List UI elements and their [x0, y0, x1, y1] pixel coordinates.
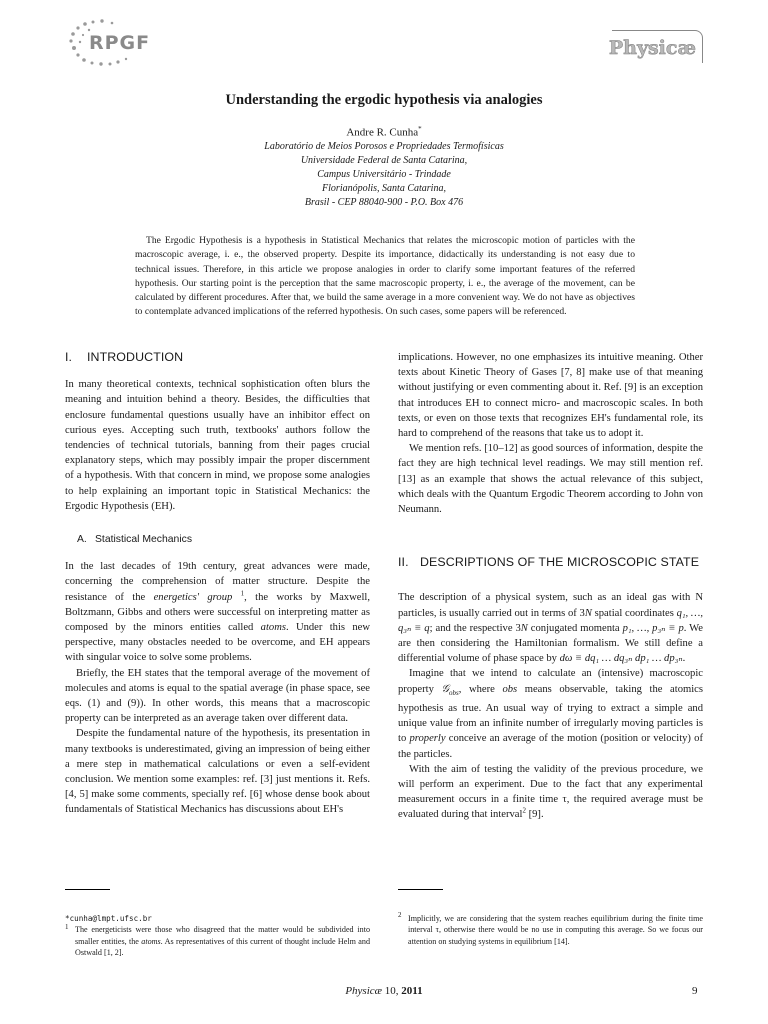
author-name	[0, 125, 768, 139]
intro-refs-paragraph: We mention refs. [10–12] as good sources of information, despite the fact they are high technical level readings. We may still mention ref. [13] as an example that shows the actual relevance of this subject, which deals with the Quantum Ergodic Theorem according to John von Neumann.	[398, 443, 703, 516]
text-run: The energeticists were those who disagreed that the matter would be subdivided into smaller entities, the	[75, 925, 370, 946]
math-var: N	[584, 607, 592, 619]
author-email: *cunha@lmpt.ufsc.br	[65, 914, 152, 923]
stat-mech-paragraph-1	[65, 559, 370, 665]
micro-paragraph-3	[398, 762, 703, 823]
affiliation-line: Campus Universitário - Trindade	[317, 169, 451, 180]
intro-continued-paragraph: implications. However, no one emphasizes its intuitive meaning. Other texts about Kinetic Theory of Gases [7, 8] make use of that meaning without justifying or even commenting about it. Ref. [9] is an exception that introduces EH to connect micro- and macroscopic scales. In both texts, or even on those texts that recognizes EH's fundamental role, its hard to comprehend of the reasons that take us to adopt it.	[398, 352, 703, 440]
page-footer	[0, 985, 768, 997]
footnotes-right	[398, 913, 703, 947]
footer-volume: 10,	[384, 985, 399, 997]
text-run: spatial coordinates	[591, 607, 677, 619]
emphasis: atoms	[260, 622, 286, 634]
affiliation-line: Laboratório de Meios Porosos e Propriedades Termofísicas	[264, 141, 504, 152]
math-inline: p₁, …, p₃ₙ ≡ p	[622, 622, 684, 634]
journal-name: Physicæ	[608, 37, 696, 59]
micro-paragraph-2	[398, 666, 703, 761]
abstract: The Ergodic Hypothesis is a hypothesis in Statistical Mechanics that relates the microscopic motion of particles with the macroscopic average, i. e., the observed property. Despite its importance, didactically its understanding is not easy due to technical issues. Therefore, in this article we propose analogies in order to clarify some important features of the referred hypothesis. Our starting point is the perception that the same macroscopic property, i. e., the average of the movement, can be calculated by different procedures. After that, we build the same average in a more convenient way. We do not have as objectives to contemplate advanced implications of the referred hypothesis. On such cases, some papers will be referenced.	[135, 235, 635, 318]
section-heading-introduction	[65, 350, 370, 365]
section-title: INTRODUCTION	[87, 350, 184, 364]
subsection-heading-statistical-mechanics	[65, 532, 370, 547]
author-mark: *	[418, 125, 422, 133]
math-inline: dω ≡ dq₁ … dq₃ₙ dp₁ … dp₃ₙ	[559, 653, 683, 665]
footnotes-left	[65, 913, 370, 958]
text-run: conjugated momenta	[527, 622, 623, 634]
emphasis: obs	[502, 683, 518, 695]
text-run: . Under this new perspective, many obstacles needed to be overcome, and EH appears with singular voice to solve some problems.	[65, 622, 370, 664]
footnote-1: 1 The energeticists were those who disagreed that the matter would be subdivided into smaller entities, the atoms. As representatives of this current of thought include Helm and Ostwald [1, 2].	[65, 922, 370, 957]
text-run: , the works by Maxwell, Boltzmann, Gibbs and others were successful on interpreting matter as composed by the minors entities called	[65, 591, 370, 634]
text-run: With the aim of testing the validity of the previous procedure, we will perform an experiment. Due to the fact that any experimental measurement occurs in a finite time τ, the required average must be evaluated during that interval	[398, 763, 703, 821]
math-subscript: obs	[449, 688, 459, 697]
text-run: In the last decades of 19th century, great advances were made, concerning the comprehension of matter structure. Despite the resistance of the	[65, 561, 370, 603]
footer-year: 2011	[401, 985, 423, 997]
text-run: , where	[458, 683, 503, 695]
section-number: I.	[65, 350, 73, 364]
section-title: DESCRIPTIONS OF THE MICROSCOPIC STATE	[420, 555, 700, 570]
affiliation-line: Universidade Federal de Santa Catarina,	[300, 155, 468, 166]
rpgf-logo	[66, 18, 158, 72]
text-run: conceive an average of the motion (position or velocity) of the particles.	[398, 733, 703, 760]
footnote-2: 2 Implicitly, we are considering that the system reaches equilibrium during the finite time interval τ, otherwise there would be no use in computing this average. So we focus our attention on studying systems in equilibrium [14].	[398, 911, 703, 946]
text-run: The description of a physical system, such as an ideal gas with N particles, is usually carried out in terms of 3	[398, 592, 703, 619]
text-run: [9].	[525, 809, 544, 821]
text-run: Imagine that we intend to calculate an (intensive) macroscopic property	[398, 668, 703, 695]
micro-paragraph-1: The description of a physical system, such as an ideal gas with N particles, is usually carried out in terms of 3N spatial coordinates q₁, …, q₃ₙ ≡ q; and the respective 3N conjugated momenta p₁, …, p₃ₙ ≡ p. We are then considering the Hamiltonian formalism. We still define a differential volume of phase space by dω ≡ dq₁ … dq₃ₙ dp₁ … dp₃ₙ.	[398, 592, 703, 665]
subsection-number: A.	[77, 534, 87, 546]
emphasis: properly	[409, 733, 446, 745]
text-run: Implicitly, we are considering that the system reaches equilibrium during the finite time interval τ, otherwise there would be no use in computing this average. So we focus our attention on studying systems in equilibrium [14].	[408, 914, 703, 946]
logo-text: RPGF	[89, 32, 151, 54]
footnote-mark: 1	[240, 589, 245, 598]
journal-header-box	[608, 30, 703, 63]
math-symbol: 𝒢	[441, 683, 450, 695]
footnote-rule-right	[398, 889, 443, 890]
author-name-text: Andre R. Cunha	[346, 126, 419, 139]
left-column	[65, 350, 370, 818]
stat-mech-paragraph-3: Despite the fundamental nature of the hypothesis, its presentation in many textbooks is underestimated, giving an impression of being either a mere step in mathematical calculations or even a self-evident conclusion. We mention some examples: ref. [3] just mentions it. Refs. [4, 5] make some comments, specially ref. [6] whose dense book about fundamentals of Statistical Mechanics has discussions about EH's	[65, 728, 370, 816]
text-run: . As representatives of this current of thought include Helm and Ostwald [1, 2].	[75, 936, 370, 957]
emphasis: energetics' group	[153, 591, 233, 603]
subsection-title: Statistical Mechanics	[95, 534, 193, 546]
emphasis: atoms	[141, 936, 161, 946]
section-number: II.	[398, 555, 409, 570]
text-run: ; and the respective 3	[429, 622, 521, 634]
math-inline: q₁, …, q₃ₙ ≡ q	[398, 607, 703, 634]
affiliation-line: Brasil - CEP 88040-900 - P.O. Box 476	[304, 197, 464, 208]
footnote-rule-left	[65, 889, 110, 890]
section-heading-microscopic-state	[398, 555, 703, 570]
stat-mech-paragraph-2: Briefly, the EH states that the temporal average of the movement of molecules and atoms is equal to the spatial average (in phase space, see eqs. (1) and (9)). In other words, this means that a macroscopic property can be interpreted as an average taken over different data.	[65, 667, 370, 725]
page-number: 9	[692, 985, 698, 997]
intro-paragraph: In many theoretical contexts, technical sophistication often blurs the meaning and intuition behind a theory. Besides, the difficulties that enclosure fundamental questions usually have an inhibitor effect on curious eyes. Accepting such truth, textbooks' authors follow the tendencies of technical tutorials, banning from their pages crucial explanatory steps, which may possibly impair the proper discernment of a hypothesis. With that concern in mind, we propose some analogies to help explaining an important topic in Statistical Mechanics: the Ergodic Hypothesis (EH).	[65, 379, 370, 512]
footer-journal: Physicæ	[345, 985, 382, 997]
footnote-mark: 2	[522, 806, 526, 815]
text-run: means observable, taking the atomics hypothesis as true. An usual way of trying to extract a simple and unique value from an infinite number of irregularly moving particles is to	[398, 683, 703, 745]
affiliation	[0, 140, 768, 210]
affiliation-line: Florianópolis, Santa Catarina,	[322, 183, 446, 194]
paper-title: Understanding the ergodic hypothesis via analogies	[225, 92, 543, 108]
text-run: . We are then considering the Hamiltonian formalism. We still define a differential volume of phase space by	[398, 622, 703, 665]
right-column	[398, 350, 703, 823]
math-var: N	[520, 622, 528, 634]
